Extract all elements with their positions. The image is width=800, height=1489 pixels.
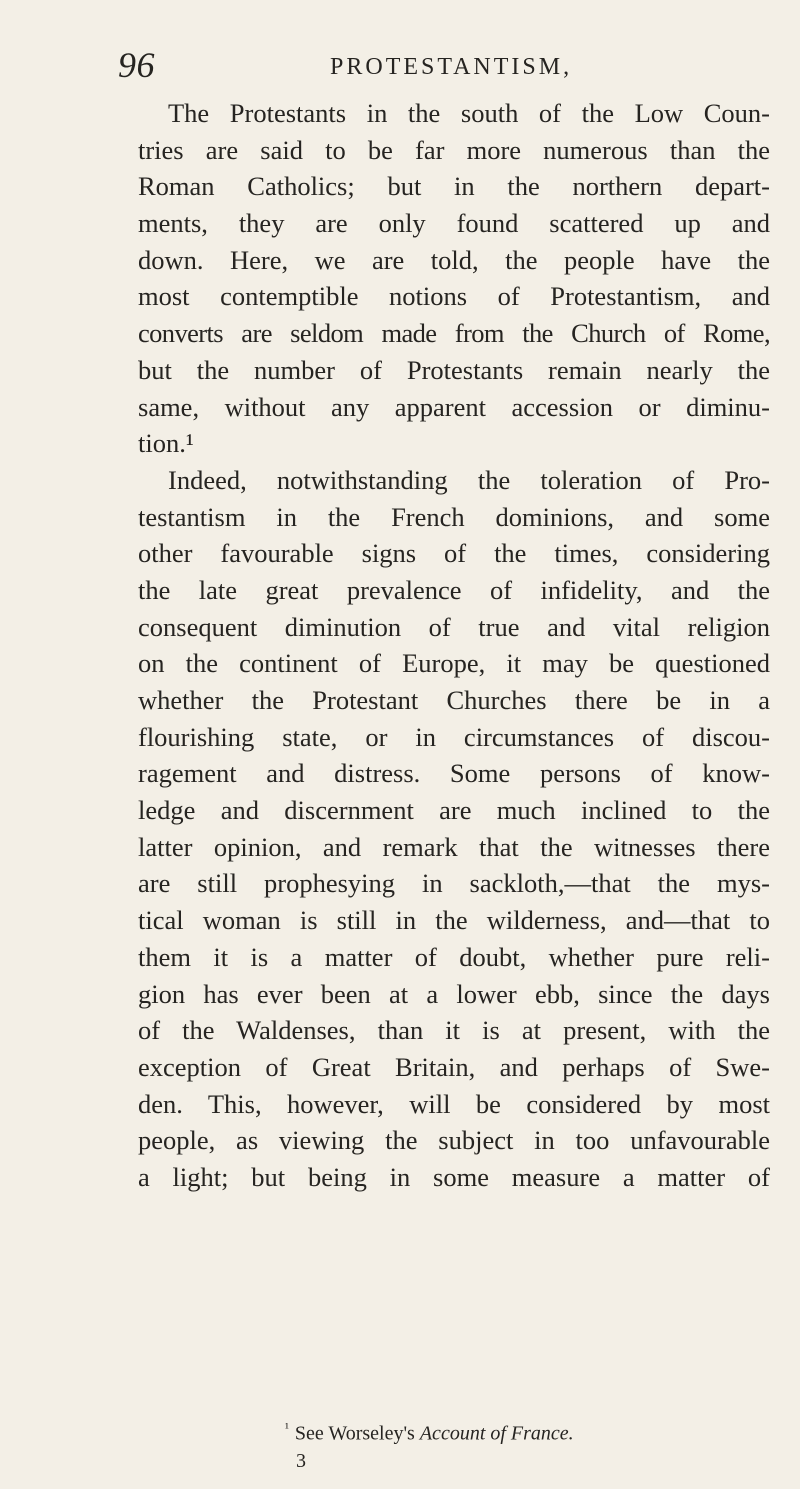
text-line: of the Waldenses, than it is at present, with the — [138, 1015, 770, 1046]
text-line: them it is a matter of doubt, whether pure reli- — [138, 941, 770, 972]
text-line: converts are seldom made from the Church of Rome, — [138, 318, 770, 349]
text-line: whether the Protestant Churches there be in a — [138, 685, 770, 715]
running-title: PROTESTANTISM, — [330, 54, 573, 80]
footnote — [285, 1415, 574, 1447]
paragraph-1 — [138, 95, 770, 462]
text-line: ragement and distress. Some persons of know- — [138, 758, 770, 789]
text-line: tical woman is still in the wilderness, and—that to — [138, 905, 770, 936]
text-line: are still prophesying in sackloth,—that the mys- — [138, 868, 770, 899]
body-text — [138, 95, 770, 1196]
text-line: other favourable signs of the times, considering — [138, 538, 770, 569]
text-line: tries are said to be far more numerous than the — [138, 134, 770, 165]
page-header — [118, 42, 758, 94]
text-line: on the continent of Europe, it may be questioned — [138, 648, 770, 679]
text-line: down. Here, we are told, the people have the — [138, 244, 770, 275]
text-line: a light; but being in some measure a matter of — [138, 1161, 770, 1192]
text-line: ledge and discernment are much inclined to the — [138, 795, 770, 826]
text-line: Roman Catholics; but in the northern depart- — [138, 171, 770, 202]
text-line: latter opinion, and remark that the witnesses there — [138, 831, 770, 862]
text-line: Indeed, notwithstanding the toleration of Pro- — [168, 464, 770, 495]
text-line: den. This, however, will be considered by most — [138, 1088, 770, 1119]
text-line: The Protestants in the south of the Low Coun- — [168, 98, 770, 128]
footnote-text: See Worseley's — [294, 1422, 420, 1445]
text-line: consequent diminution of true and vital religion — [138, 611, 770, 642]
text-line: gion has ever been at a lower ebb, since the days — [138, 978, 770, 1009]
text-line: people, as viewing the subject in too unfavourable — [138, 1125, 770, 1156]
footnote-mark: ¹ — [285, 1420, 289, 1435]
text-line: ments, they are only found scattered up and — [138, 208, 770, 239]
page-number: 96 — [118, 45, 155, 85]
text-line: flourishing state, or in circumstances of discou- — [138, 721, 770, 752]
footnote-title: Account of France. — [419, 1422, 574, 1445]
text-line: but the number of Protestants remain nearly the — [138, 354, 770, 385]
text-line: testantism in the French dominions, and some — [138, 501, 770, 532]
signature-mark: 3 — [296, 1450, 306, 1472]
text-line: the late great prevalence of infidelity, and the — [138, 574, 770, 605]
text-line: tion.¹ — [138, 428, 194, 459]
text-line: exception of Great Britain, and perhaps of Swe- — [138, 1051, 770, 1082]
text-line: most contemptible notions of Protestantism, and — [138, 281, 770, 312]
paragraph-2 — [138, 462, 770, 1196]
text-line: same, without any apparent accession or diminu- — [138, 391, 770, 422]
